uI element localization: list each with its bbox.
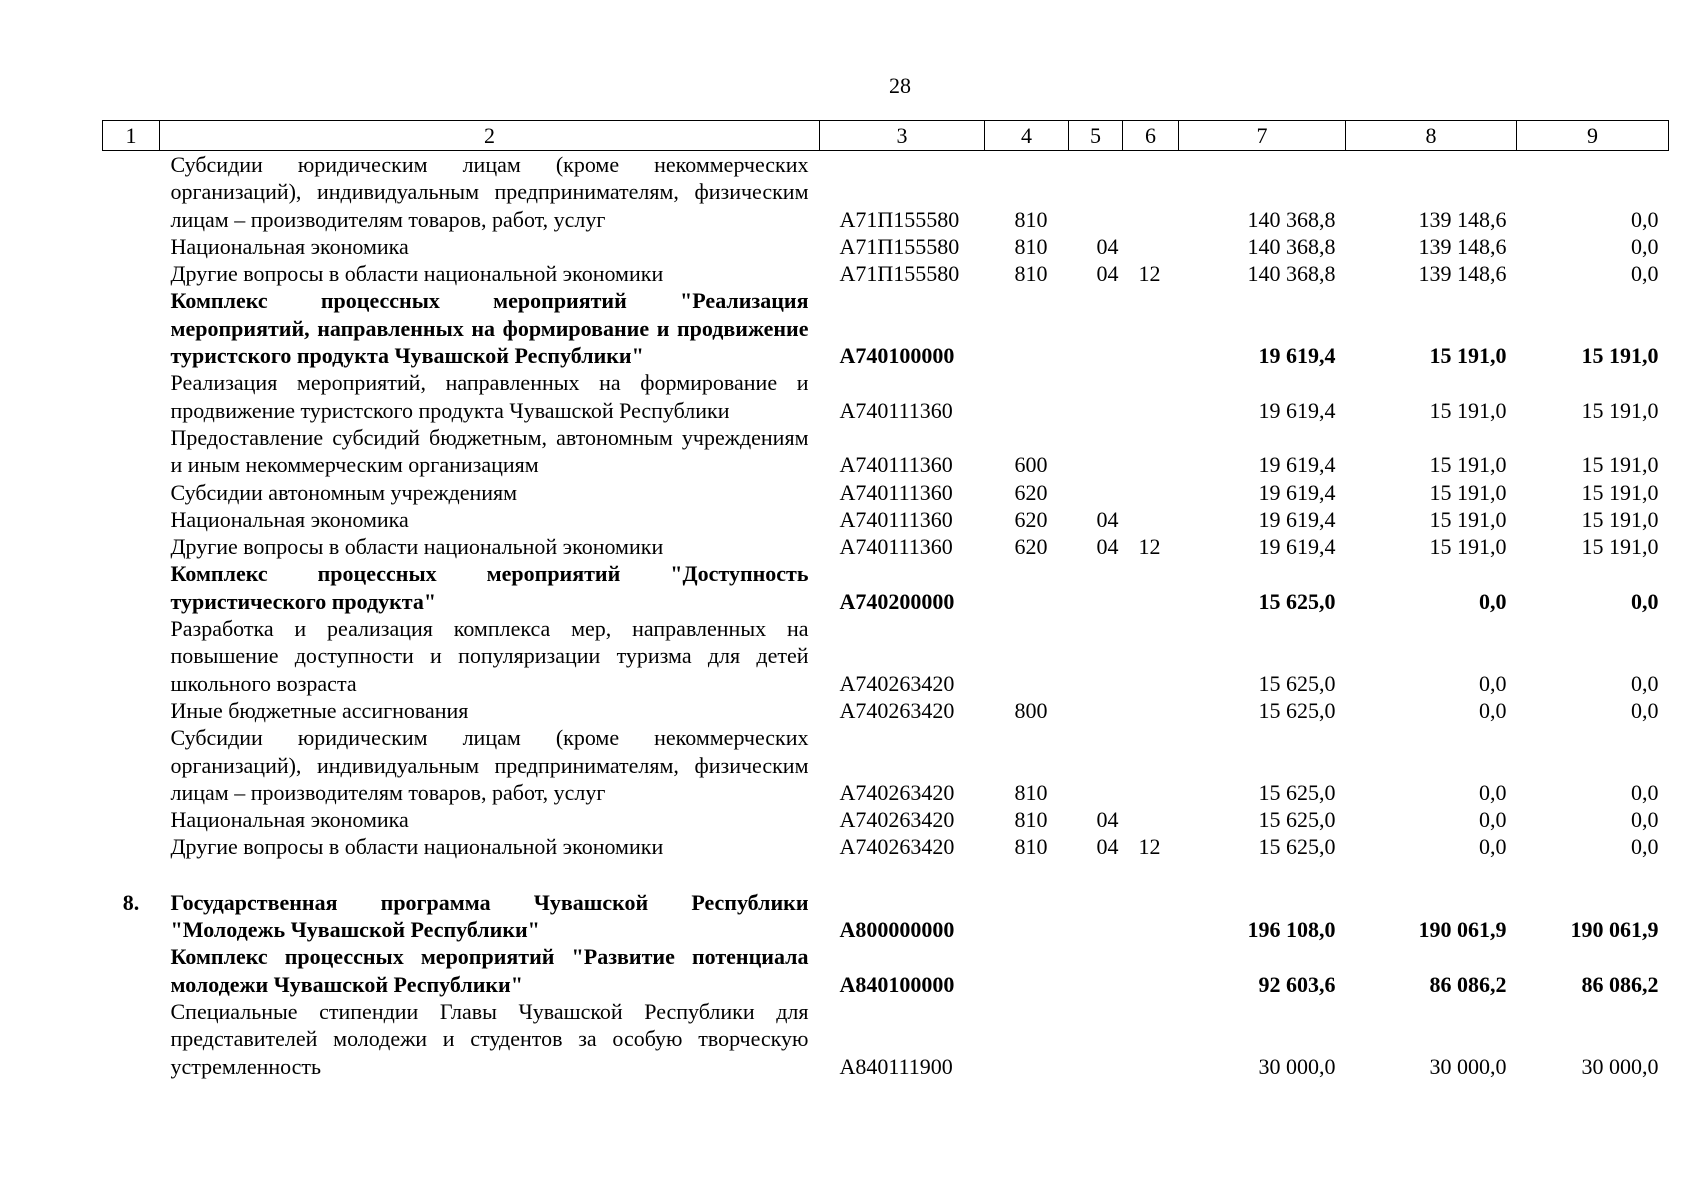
expense-type: 800 [1014, 697, 1048, 723]
table-row [103, 724, 1669, 806]
amount-col8: 15 191,0 [1429, 452, 1507, 478]
subsection-code [1123, 424, 1179, 479]
amount-col9: 15 191,0 [1581, 343, 1659, 369]
section-code [1069, 943, 1123, 998]
expense-type: 810 [1014, 206, 1048, 232]
target-code: А740263420 [839, 807, 955, 833]
amount-col8: 15 191,0 [1429, 343, 1507, 369]
table-row [103, 287, 1669, 369]
amount-col8: 190 061,9 [1418, 917, 1507, 943]
row-number [103, 424, 160, 479]
row-number: 8. [122, 889, 140, 915]
target-code: А840111900 [839, 1053, 953, 1079]
expense-type: 810 [1014, 261, 1048, 287]
item-description: Реализация мероприятий, направленных на формирование и продвижение туристского продукта Чувашской Республики [170, 370, 809, 423]
spacer-cell [103, 861, 1669, 889]
table-row [103, 560, 1669, 615]
section-code: 04 [1096, 261, 1119, 287]
item-description: Другие вопросы в области национальной экономики [170, 834, 664, 860]
amount-col9: 0,0 [1631, 834, 1659, 860]
amount-col9: 15 191,0 [1581, 506, 1659, 532]
amount-col9: 0,0 [1631, 807, 1659, 833]
table-row [103, 260, 1669, 287]
amount-col8: 0,0 [1479, 779, 1507, 805]
table-row [103, 369, 1669, 424]
expense-type [985, 943, 1069, 998]
amount-col9: 15 191,0 [1581, 479, 1659, 505]
row-number [103, 833, 160, 860]
table-row [103, 506, 1669, 533]
amount-col8: 15 191,0 [1429, 479, 1507, 505]
subsection-code [1123, 151, 1179, 233]
target-code: А71П155580 [839, 261, 960, 287]
amount-col9: 0,0 [1631, 670, 1659, 696]
item-description: Национальная экономика [170, 233, 409, 259]
budget-table [102, 120, 1669, 1080]
subsection-code [1123, 889, 1179, 944]
item-description: Комплекс процессных мероприятий "Доступность туристического продукта" [170, 561, 809, 614]
expense-type [985, 615, 1069, 697]
expense-type [985, 287, 1069, 369]
expense-type [985, 369, 1069, 424]
subsection-code [1123, 233, 1179, 260]
amount-col7: 15 625,0 [1258, 697, 1336, 723]
subsection-code [1123, 943, 1179, 998]
amount-col7: 19 619,4 [1258, 343, 1336, 369]
expense-type [985, 560, 1069, 615]
row-number [103, 151, 160, 233]
row-number [103, 287, 160, 369]
row-number [103, 260, 160, 287]
item-description: Другие вопросы в области национальной экономики [170, 261, 664, 287]
target-code: А740263420 [839, 697, 955, 723]
table-row [103, 697, 1669, 724]
header-cell-9: 9 [1517, 121, 1669, 151]
target-code: А840100000 [839, 971, 955, 997]
table-row [103, 806, 1669, 833]
target-code: А71П155580 [839, 206, 960, 232]
amount-col8: 15 191,0 [1429, 506, 1507, 532]
expense-type: 620 [1014, 479, 1048, 505]
amount-col7: 19 619,4 [1258, 452, 1336, 478]
amount-col9: 86 086,2 [1581, 971, 1659, 997]
subsection-code [1123, 369, 1179, 424]
table-body [103, 151, 1669, 1080]
amount-col9: 0,0 [1631, 697, 1659, 723]
section-code: 04 [1096, 807, 1119, 833]
item-description: Комплекс процессных мероприятий "Развитие потенциала молодежи Чувашской Республики" [170, 944, 809, 997]
item-description: Национальная экономика [170, 506, 409, 532]
amount-col7: 15 625,0 [1258, 588, 1336, 614]
item-description: Субсидии автономным учреждениям [170, 479, 518, 505]
table-row [103, 479, 1669, 506]
amount-col7: 15 625,0 [1258, 834, 1336, 860]
section-code [1069, 560, 1123, 615]
amount-col9: 190 061,9 [1570, 917, 1659, 943]
expense-type: 810 [1014, 233, 1048, 259]
subsection-code: 12 [1138, 261, 1161, 287]
amount-col9: 15 191,0 [1581, 397, 1659, 423]
row-number [103, 806, 160, 833]
amount-col8: 0,0 [1479, 588, 1507, 614]
target-code: А740111360 [839, 506, 953, 532]
amount-col7: 92 603,6 [1258, 971, 1336, 997]
item-description: Специальные стипендии Главы Чувашской Республики для представителей молодежи и студентов за особую творческую устремленность [170, 998, 809, 1079]
row-number [103, 233, 160, 260]
subsection-code [1123, 806, 1179, 833]
table-row [103, 533, 1669, 560]
expense-type: 810 [1014, 834, 1048, 860]
item-description: Субсидии юридическим лицам (кроме некоммерческих организаций), индивидуальным предпринимателям, физическим лицам – производителям товаров, работ, услуг [170, 725, 809, 805]
table-row [103, 151, 1669, 233]
page-number: 28 [889, 73, 911, 98]
target-code: А740263420 [839, 670, 955, 696]
amount-col9: 0,0 [1631, 233, 1659, 259]
subsection-code [1123, 724, 1179, 806]
amount-col7: 30 000,0 [1258, 1053, 1336, 1079]
subsection-code [1123, 506, 1179, 533]
amount-col9: 30 000,0 [1581, 1053, 1659, 1079]
amount-col8: 139 148,6 [1418, 233, 1507, 259]
amount-col7: 19 619,4 [1258, 506, 1336, 532]
amount-col7: 19 619,4 [1258, 534, 1336, 560]
expense-type: 810 [1014, 807, 1048, 833]
table-header [103, 121, 1669, 151]
section-code [1069, 287, 1123, 369]
subsection-code [1123, 560, 1179, 615]
section-code [1069, 889, 1123, 944]
expense-type: 600 [1014, 452, 1048, 478]
table-row [103, 998, 1669, 1080]
amount-col7: 15 625,0 [1258, 779, 1336, 805]
header-cell-2: 2 [160, 121, 820, 151]
row-number [103, 533, 160, 560]
amount-col7: 19 619,4 [1258, 397, 1336, 423]
row-number [103, 506, 160, 533]
subsection-code [1123, 615, 1179, 697]
section-code [1069, 697, 1123, 724]
amount-col9: 0,0 [1631, 779, 1659, 805]
amount-col7: 140 368,8 [1247, 233, 1336, 259]
row-number [103, 724, 160, 806]
target-code: А740111360 [839, 534, 953, 560]
section-code: 04 [1096, 506, 1119, 532]
item-description: Иные бюджетные ассигнования [170, 697, 469, 723]
header-cell-8: 8 [1346, 121, 1517, 151]
amount-col9: 15 191,0 [1581, 452, 1659, 478]
header-cell-7: 7 [1179, 121, 1346, 151]
amount-col8: 0,0 [1479, 834, 1507, 860]
row-number [103, 369, 160, 424]
target-code: А740263420 [839, 779, 955, 805]
amount-col9: 0,0 [1631, 588, 1659, 614]
table-row [103, 424, 1669, 479]
amount-col7: 140 368,8 [1247, 206, 1336, 232]
amount-col9: 0,0 [1631, 261, 1659, 287]
subsection-code [1123, 697, 1179, 724]
section-code [1069, 424, 1123, 479]
subsection-code: 12 [1138, 534, 1161, 560]
amount-col7: 196 108,0 [1247, 917, 1336, 943]
item-description: Субсидии юридическим лицам (кроме некоммерческих организаций), индивидуальным предпринимателям, физическим лицам – производителям товаров, работ, услуг [170, 152, 809, 232]
section-code: 04 [1096, 233, 1119, 259]
row-number [103, 615, 160, 697]
row-number [103, 560, 160, 615]
table-row [103, 943, 1669, 998]
item-description: Предоставление субсидий бюджетным, автономным учреждениям и иным некоммерческим организациям [170, 424, 809, 478]
subsection-code [1123, 998, 1179, 1080]
amount-col7: 15 625,0 [1258, 807, 1336, 833]
amount-col7: 15 625,0 [1258, 670, 1336, 696]
row-number [103, 479, 160, 506]
expense-type: 620 [1014, 506, 1048, 532]
header-cell-5: 5 [1069, 121, 1123, 151]
amount-col8: 139 148,6 [1418, 261, 1507, 287]
amount-col8: 0,0 [1479, 697, 1507, 723]
row-number [103, 998, 160, 1080]
target-code: А740200000 [839, 588, 955, 614]
table-row [103, 615, 1669, 697]
target-code: А740100000 [839, 343, 955, 369]
header-cell-4: 4 [985, 121, 1069, 151]
amount-col7: 19 619,4 [1258, 479, 1336, 505]
amount-col9: 15 191,0 [1581, 534, 1659, 560]
amount-col8: 15 191,0 [1429, 534, 1507, 560]
spacer-row [103, 861, 1669, 889]
expense-type: 620 [1014, 534, 1048, 560]
amount-col8: 0,0 [1479, 670, 1507, 696]
item-description: Комплекс процессных мероприятий "Реализация мероприятий, направленных на формирование и продвижение туристского продукта Чувашской Республики" [170, 288, 809, 369]
expense-type [985, 998, 1069, 1080]
expense-type: 810 [1014, 779, 1048, 805]
target-code: А740111360 [839, 479, 953, 505]
header-cell-3: 3 [820, 121, 985, 151]
amount-col8: 15 191,0 [1429, 397, 1507, 423]
header-cell-6: 6 [1123, 121, 1179, 151]
target-code: А740263420 [839, 834, 955, 860]
subsection-code: 12 [1138, 834, 1161, 860]
target-code: А740111360 [839, 452, 953, 478]
row-number [103, 943, 160, 998]
target-code: А740111360 [839, 397, 953, 423]
row-number [103, 697, 160, 724]
subsection-code [1123, 287, 1179, 369]
table-row [103, 233, 1669, 260]
section-code: 04 [1096, 834, 1119, 860]
section-code [1069, 615, 1123, 697]
section-code [1069, 724, 1123, 806]
amount-col9: 0,0 [1631, 206, 1659, 232]
section-code: 04 [1096, 534, 1119, 560]
table-row [103, 833, 1669, 860]
subsection-code [1123, 479, 1179, 506]
target-code: А71П155580 [839, 233, 960, 259]
amount-col8: 0,0 [1479, 807, 1507, 833]
item-description: Национальная экономика [170, 807, 409, 833]
amount-col7: 140 368,8 [1247, 261, 1336, 287]
item-description: Государственная программа Чувашской Республики "Молодежь Чувашской Республики" [170, 889, 809, 943]
section-code [1069, 369, 1123, 424]
header-cell-1: 1 [103, 121, 160, 151]
target-code: А800000000 [839, 917, 955, 943]
amount-col8: 139 148,6 [1418, 206, 1507, 232]
section-code [1069, 479, 1123, 506]
section-code [1069, 998, 1123, 1080]
section-code [1069, 151, 1123, 233]
amount-col8: 30 000,0 [1429, 1053, 1507, 1079]
amount-col8: 86 086,2 [1429, 971, 1507, 997]
header-row [103, 121, 1669, 151]
item-description: Другие вопросы в области национальной экономики [170, 534, 664, 560]
item-description: Разработка и реализация комплекса мер, направленных на повышение доступности и популяризации туризма для детей школьного возраста [170, 616, 809, 696]
table-row [103, 889, 1669, 944]
expense-type [985, 889, 1069, 944]
